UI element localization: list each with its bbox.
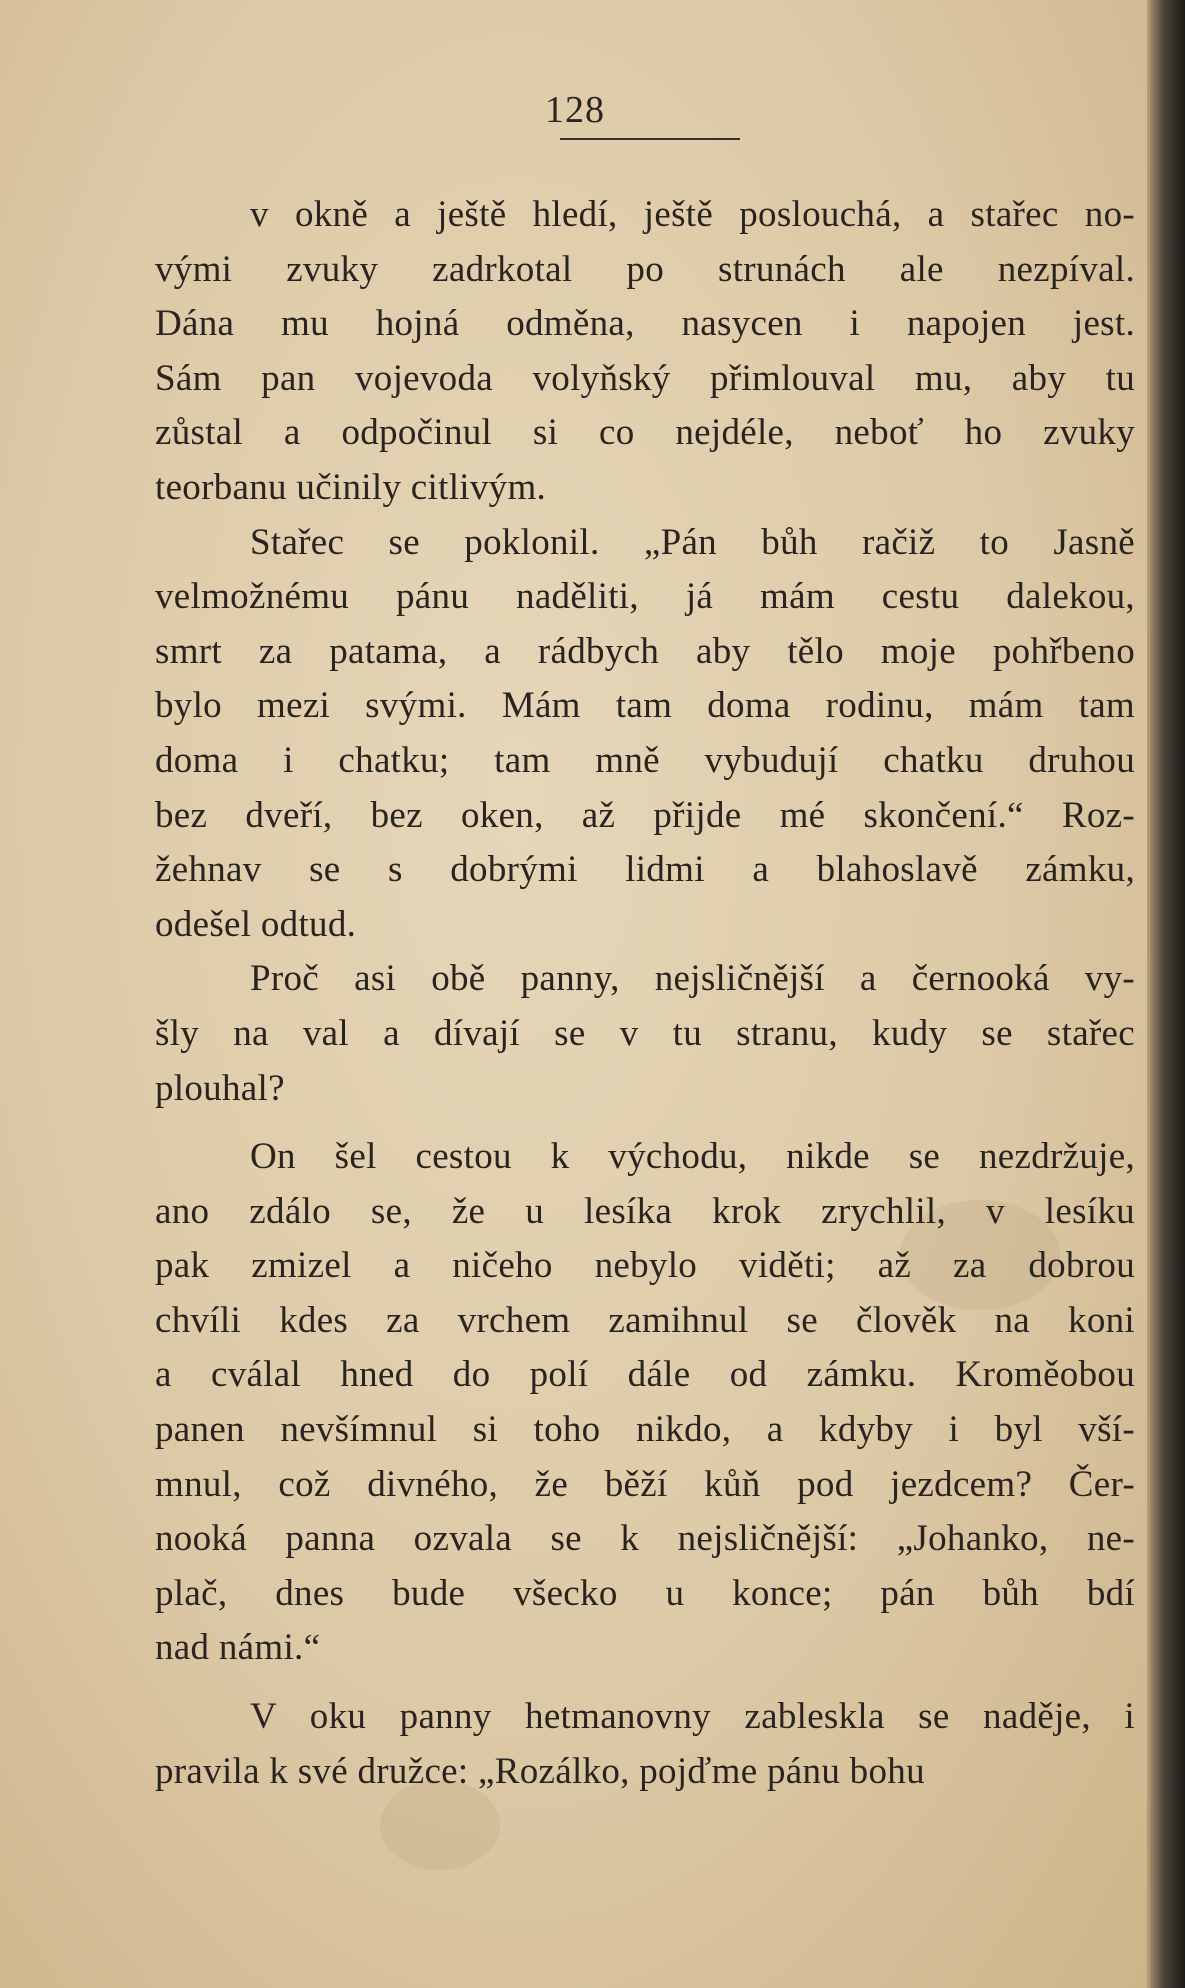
- page-number: 128: [545, 89, 605, 131]
- text-line: bylo mezi svými. Mám tam doma rodinu, mám tam: [155, 685, 1135, 727]
- text-line: bez dveří, bez oken, až přijde mé skončení.“ Roz-: [155, 794, 1135, 836]
- text-line: Proč asi obě panny, nejsličnější a černooká vy-: [250, 958, 1135, 1000]
- text-line: zůstal a odpočinul si co nejdéle, neboť ho zvuky: [155, 412, 1135, 454]
- text-line: Dána mu hojná odměna, nasycen i napojen jest.: [155, 303, 1135, 345]
- text-line: chvíli kdes za vrchem zamihnul se člověk na koni: [155, 1299, 1135, 1341]
- paragraph-gap: [155, 1676, 1135, 1690]
- text-line: ano zdálo se, že u lesíka krok zrychlil, v lesíku: [155, 1190, 1135, 1232]
- text-line: smrt za patama, a rádbych aby tělo moje pohřbeno: [155, 630, 1135, 672]
- text-line: plač, dnes bude všecko u konce; pán bůh bdí: [155, 1572, 1135, 1614]
- text-line: Stařec se poklonil. „Pán bůh račiž to Jasně: [250, 521, 1135, 563]
- text-line: On šel cestou k východu, nikde se nezdržuje,: [250, 1136, 1135, 1178]
- text-line: pravila k své družce: „Rozálko, pojďme pánu bohu: [155, 1750, 925, 1792]
- text-line: v okně a ještě hledí, ještě poslouchá, a stařec no-: [250, 194, 1135, 235]
- book-spine-edge: [1150, 0, 1185, 1988]
- paragraph-p2: [155, 516, 1135, 953]
- text-line: velmožnému pánu naděliti, já mám cestu dalekou,: [155, 576, 1135, 618]
- text-line: žehnav se s dobrými lidmi a blahoslavě zámku,: [155, 849, 1135, 891]
- text-line: plouhal?: [155, 1067, 285, 1109]
- text-line: vými zvuky zadrkotal po strunách ale nezpíval.: [155, 248, 1135, 290]
- paragraph-p3: [155, 952, 1135, 1116]
- text-line: šly na val a dívají se v tu stranu, kudy se stařec: [155, 1012, 1135, 1054]
- text-line: doma i chatku; tam mně vybudují chatku druhou: [155, 739, 1135, 781]
- paragraph-gap: [155, 1116, 1135, 1130]
- text-line: odešel odtud.: [155, 903, 357, 945]
- paragraph-p4: [155, 1130, 1135, 1676]
- page-number-rule: [560, 138, 740, 140]
- text-line: mnul, což divného, že běží kůň pod jezdcem? Čer-: [155, 1463, 1135, 1505]
- body-text: [155, 188, 1135, 1799]
- text-line: panen nevšímnul si toho nikdo, a kdyby i byl vší-: [155, 1409, 1135, 1451]
- text-line: pak zmizel a ničeho nebylo viděti; až za dobrou: [155, 1245, 1135, 1287]
- text-line: Sám pan vojevoda volyňský přimlouval mu, aby tu: [155, 357, 1135, 399]
- paragraph-p5: [155, 1690, 1135, 1799]
- text-line: teorbanu učinily citlivým.: [155, 466, 547, 508]
- text-line: nooká panna ozvala se k nejsličnější: „Johanko, ne-: [155, 1518, 1135, 1560]
- paragraph-p1: [155, 188, 1135, 516]
- text-line: nad námi.“: [155, 1627, 321, 1669]
- text-line: a cválal hned do polí dále od zámku. Kroměobou: [155, 1354, 1135, 1396]
- text-line: V oku panny hetmanovny zableskla se naděje, i: [250, 1696, 1135, 1738]
